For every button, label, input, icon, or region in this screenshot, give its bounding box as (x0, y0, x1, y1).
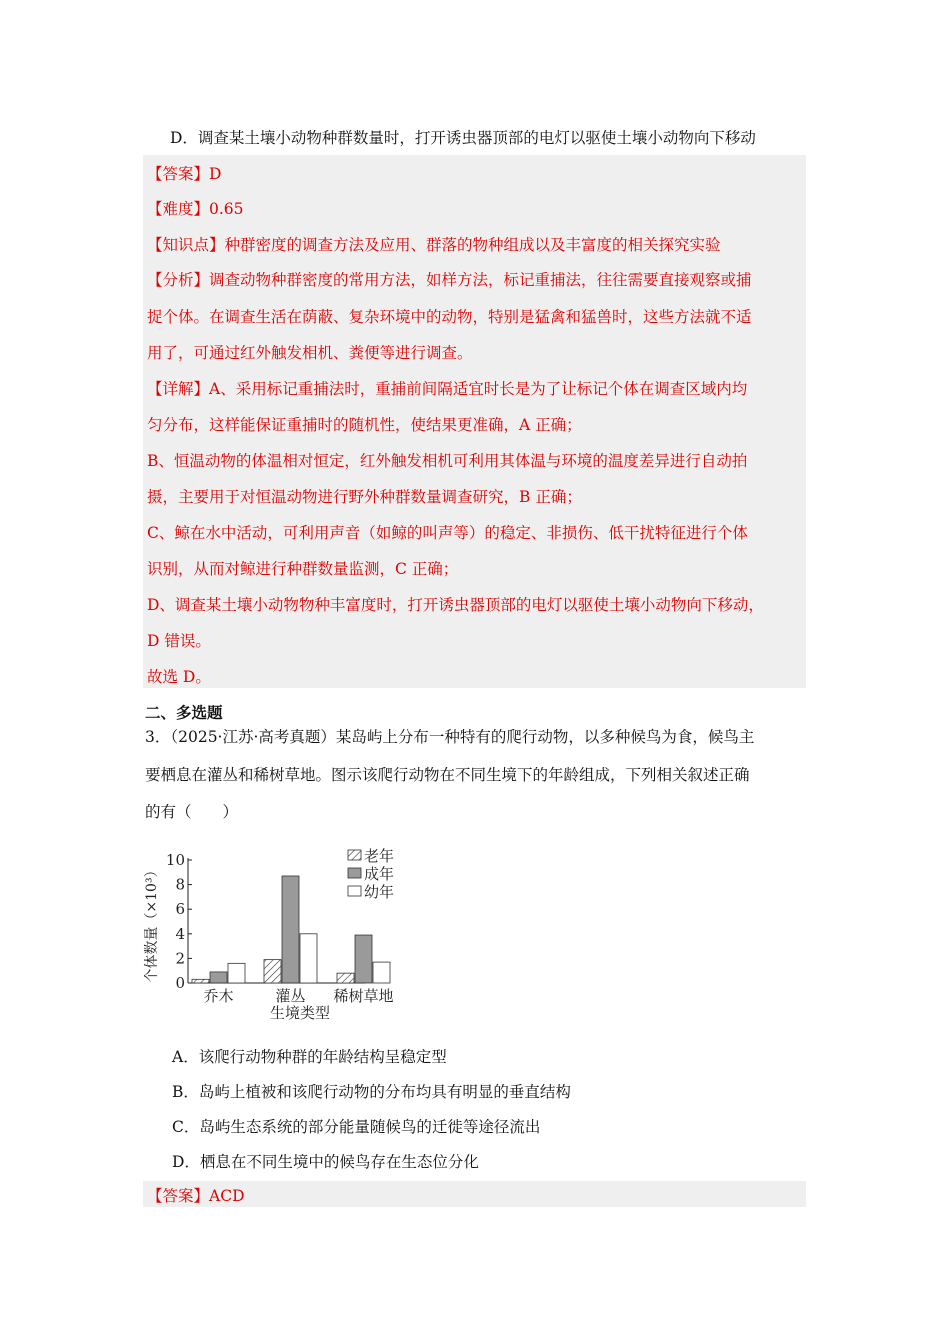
y-tick-label: 4 (175, 924, 185, 943)
legend-swatch-幼年 (348, 886, 361, 896)
detail-line-2: 匀分布，这样能保证重捕时的随机性，使结果更准确，A 正确； (147, 416, 582, 434)
bar-老年-灌丛 (264, 960, 281, 983)
x-category-label: 灌丛 (275, 987, 306, 1005)
option-d: D．栖息在不同生境中的候鸟存在生态位分化 (172, 1153, 479, 1171)
analysis-line-3: 用了，可通过红外触发相机、粪便等进行调查。 (147, 344, 473, 362)
question-line-2: 要栖息在灌丛和稀树草地。图示该爬行动物在不同生境下的年龄组成，下列相关叙述正确 (145, 766, 750, 784)
analysis-text: 调查动物种群密度的常用方法，如样方法，标记重捕法，往往需要直接观察或捕 (209, 271, 752, 289)
detail-line-4: 摄，主要用于对恒温动物进行野外种群数量调查研究，B 正确； (147, 488, 582, 506)
detail-label: 【详解】 (147, 380, 210, 398)
detail-line-3: B、恒温动物的体温相对恒定，红外触发相机可利用其体温与环境的温度差异进行自动拍 (147, 452, 748, 470)
section-title: 二、多选题 (145, 703, 223, 722)
question-answer-value: ACD (209, 1187, 245, 1205)
y-tick-label: 2 (175, 949, 185, 968)
x-category-label: 乔木 (203, 987, 234, 1005)
detail-line-6: 识别，从而对鲸进行种群数量监测，C 正确； (147, 560, 459, 578)
difficulty-line (147, 199, 244, 219)
knowledge-line (147, 235, 721, 255)
bar-幼年-稀树草地 (373, 962, 390, 983)
question-line-3: 的有（ ） (145, 803, 239, 821)
legend-label: 老年 (364, 847, 395, 865)
y-tick-label: 10 (165, 851, 185, 869)
legend-label: 幼年 (364, 883, 395, 901)
question-answer-label: 【答案】 (147, 1187, 210, 1205)
option-c: C．岛屿生态系统的部分能量随候鸟的迁徙等途径流出 (172, 1118, 541, 1136)
question-answer-line (147, 1186, 245, 1206)
detail-text: A、采用标记重捕法时，重捕前间隔适宜时长是为了让标记个体在调查区域内均 (209, 380, 748, 398)
y-tick-label: 8 (175, 875, 185, 894)
x-axis-label: 生境类型 (269, 1004, 331, 1022)
legend-swatch-老年 (348, 850, 361, 860)
bar-成年-乔木 (210, 972, 227, 983)
option-b: B．岛屿上植被和该爬行动物的分布均具有明显的垂直结构 (172, 1083, 571, 1101)
analysis-label: 【分析】 (147, 271, 210, 289)
detail-line-7: D、调查某土壤小动物物种丰富度时，打开诱虫器顶部的电灯以驱使土壤小动物向下移动， (147, 596, 764, 614)
bar-老年-乔木 (192, 979, 209, 983)
difficulty-label: 【难度】 (147, 200, 210, 218)
answer-value: D (209, 165, 222, 183)
x-category-label: 稀树草地 (333, 987, 394, 1005)
analysis-line-1 (147, 270, 752, 290)
legend-swatch-成年 (348, 868, 361, 878)
knowledge-label: 【知识点】 (147, 236, 225, 254)
difficulty-value: 0.65 (209, 200, 244, 218)
legend-label: 成年 (364, 865, 395, 883)
y-axis-label: 个体数量（×10³） (144, 863, 160, 983)
analysis-line-2: 捉个体。在调查生活在荫蔽、复杂环境中的动物，特别是猛禽和猛兽时，这些方法就不适 (147, 308, 752, 326)
answer-line (147, 164, 221, 184)
option-a: A．该爬行动物种群的年龄结构呈稳定型 (172, 1048, 447, 1066)
conclusion: 故选 D。 (147, 668, 211, 686)
y-tick-label: 6 (175, 900, 185, 919)
bar-幼年-灌丛 (300, 934, 317, 983)
age-structure-bar-chart (140, 845, 440, 1025)
detail-line-1 (147, 379, 747, 399)
y-tick-label: 0 (175, 974, 185, 992)
bar-成年-稀树草地 (355, 935, 372, 983)
answer-label: 【答案】 (147, 165, 210, 183)
detail-line-5: C、鲸在水中活动，可利用声音（如鲸的叫声等）的稳定、非损伤、低干扰特征进行个体 (147, 524, 748, 542)
bar-成年-灌丛 (282, 876, 299, 983)
prev-option-d: D．调查某土壤小动物种群数量时，打开诱虫器顶部的电灯以驱使土壤小动物向下移动 (170, 129, 756, 147)
question-line-1: 3．（2025·江苏·高考真题）某岛屿上分布一种特有的爬行动物，以多种候鸟为食，候鸟主 (145, 728, 755, 746)
detail-line-8: D 错误。 (147, 632, 211, 650)
bar-老年-稀树草地 (337, 973, 354, 983)
knowledge-value: 种群密度的调查方法及应用、群落的物种组成以及丰富度的相关探究实验 (224, 236, 721, 254)
bar-幼年-乔木 (228, 963, 245, 983)
